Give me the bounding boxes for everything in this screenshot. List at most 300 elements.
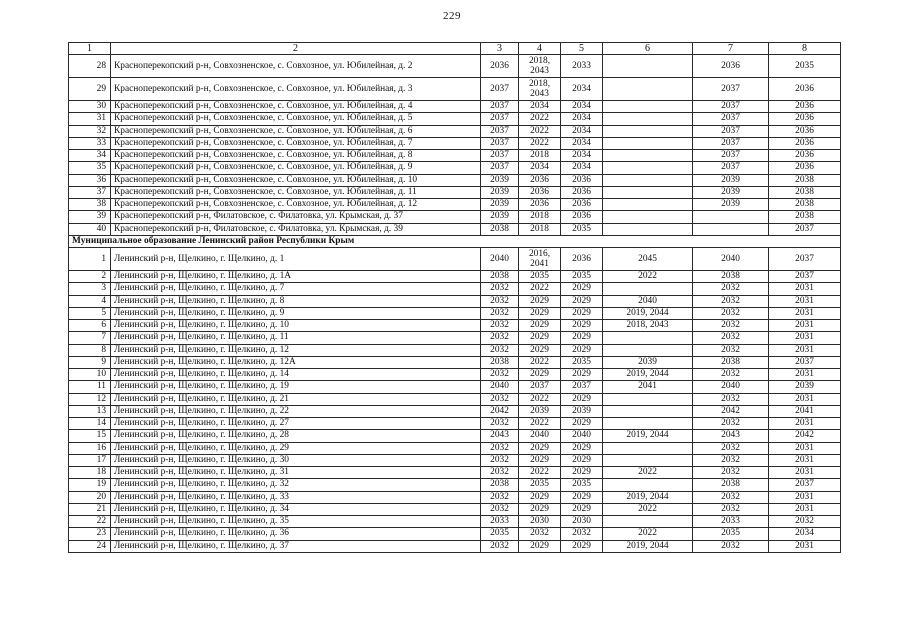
table-row <box>69 454 841 466</box>
value-cell: 2018, 2043 <box>519 78 561 101</box>
value-cell: 2039 <box>481 211 519 223</box>
value-cell: 2034 <box>561 162 603 174</box>
address-cell: Ленинский р-н, Щелкино, г. Щелкино, д. 11 <box>111 332 481 344</box>
value-cell: 2039 <box>693 186 769 198</box>
table-row <box>69 125 841 137</box>
value-cell: 2032 <box>693 454 769 466</box>
value-cell: 2034 <box>561 137 603 149</box>
table-row <box>69 186 841 198</box>
value-cell: 2043 <box>481 430 519 442</box>
value-cell: 2019, 2044 <box>603 307 693 319</box>
value-cell: 2029 <box>561 467 603 479</box>
row-number: 34 <box>69 150 111 162</box>
row-number: 19 <box>69 479 111 491</box>
page-number: 229 <box>443 10 461 22</box>
value-cell: 2038 <box>769 186 841 198</box>
value-cell: 2032 <box>693 442 769 454</box>
row-number: 11 <box>69 381 111 393</box>
value-cell: 2029 <box>519 442 561 454</box>
value-cell: 2029 <box>519 332 561 344</box>
table-row <box>69 162 841 174</box>
table-row <box>69 283 841 295</box>
value-cell <box>603 223 693 235</box>
row-number: 38 <box>69 199 111 211</box>
value-cell: 2031 <box>769 454 841 466</box>
value-cell: 2037 <box>693 150 769 162</box>
value-cell: 2037 <box>481 113 519 125</box>
value-cell: 2032 <box>481 283 519 295</box>
value-cell: 2040 <box>603 295 693 307</box>
value-cell: 2031 <box>769 332 841 344</box>
value-cell: 2034 <box>561 150 603 162</box>
value-cell: 2041 <box>603 381 693 393</box>
address-cell: Ленинский р-н, Щелкино, г. Щелкино, д. 37 <box>111 540 481 552</box>
value-cell <box>603 174 693 186</box>
value-cell: 2033 <box>481 516 519 528</box>
row-number: 31 <box>69 113 111 125</box>
table-row <box>69 528 841 540</box>
value-cell: 2034 <box>561 101 603 113</box>
column-header: 7 <box>693 43 769 55</box>
address-cell: Красноперекопский р-н, Совхозненское, с. Совхозное, ул. Юбилейная, д. 12 <box>111 199 481 211</box>
table-row <box>69 356 841 368</box>
address-cell: Ленинский р-н, Щелкино, г. Щелкино, д. 32 <box>111 479 481 491</box>
value-cell: 2042 <box>769 430 841 442</box>
value-cell: 2032 <box>561 528 603 540</box>
value-cell: 2029 <box>561 320 603 332</box>
value-cell: 2037 <box>693 78 769 101</box>
value-cell: 2029 <box>561 418 603 430</box>
address-cell: Ленинский р-н, Щелкино, г. Щелкино, д. 34 <box>111 503 481 515</box>
value-cell: 2034 <box>519 101 561 113</box>
value-cell: 2029 <box>561 442 603 454</box>
table-row <box>69 503 841 515</box>
address-cell: Ленинский р-н, Щелкино, г. Щелкино, д. 14 <box>111 369 481 381</box>
value-cell: 2032 <box>693 491 769 503</box>
table-row <box>69 320 841 332</box>
value-cell: 2019, 2044 <box>603 540 693 552</box>
value-cell <box>603 454 693 466</box>
value-cell: 2031 <box>769 283 841 295</box>
column-header: 4 <box>519 43 561 55</box>
column-header: 1 <box>69 43 111 55</box>
row-number: 16 <box>69 442 111 454</box>
value-cell: 2032 <box>693 418 769 430</box>
value-cell: 2029 <box>519 320 561 332</box>
address-cell: Ленинский р-н, Щелкино, г. Щелкино, д. 8 <box>111 295 481 307</box>
value-cell <box>603 199 693 211</box>
section-row <box>69 235 841 247</box>
value-cell: 2031 <box>769 418 841 430</box>
value-cell <box>603 55 693 78</box>
value-cell: 2032 <box>481 344 519 356</box>
value-cell: 2040 <box>519 430 561 442</box>
value-cell: 2037 <box>769 248 841 271</box>
value-cell: 2029 <box>561 369 603 381</box>
value-cell: 2022 <box>603 528 693 540</box>
value-cell: 2031 <box>769 344 841 356</box>
value-cell: 2018, 2043 <box>603 320 693 332</box>
table-row <box>69 150 841 162</box>
value-cell: 2022 <box>519 356 561 368</box>
value-cell: 2018, 2043 <box>519 55 561 78</box>
value-cell <box>603 405 693 417</box>
value-cell <box>693 211 769 223</box>
value-cell: 2036 <box>769 113 841 125</box>
value-cell <box>603 186 693 198</box>
address-cell: Ленинский р-н, Щелкино, г. Щелкино, д. 31 <box>111 467 481 479</box>
column-header: 6 <box>603 43 693 55</box>
value-cell: 2039 <box>481 186 519 198</box>
table-row <box>69 479 841 491</box>
value-cell: 2032 <box>481 307 519 319</box>
value-cell: 2034 <box>561 125 603 137</box>
row-number: 17 <box>69 454 111 466</box>
value-cell: 2018 <box>519 223 561 235</box>
row-number: 1 <box>69 248 111 271</box>
value-cell: 2033 <box>693 516 769 528</box>
value-cell: 2037 <box>481 137 519 149</box>
value-cell: 2032 <box>481 295 519 307</box>
value-cell: 2039 <box>481 199 519 211</box>
value-cell: 2029 <box>561 295 603 307</box>
value-cell: 2031 <box>769 393 841 405</box>
row-number: 2 <box>69 271 111 283</box>
row-number: 20 <box>69 491 111 503</box>
value-cell: 2037 <box>769 479 841 491</box>
row-number: 14 <box>69 418 111 430</box>
row-number: 21 <box>69 503 111 515</box>
value-cell: 2032 <box>769 516 841 528</box>
value-cell: 2032 <box>481 503 519 515</box>
value-cell: 2031 <box>769 491 841 503</box>
value-cell: 2039 <box>693 199 769 211</box>
value-cell <box>693 223 769 235</box>
value-cell: 2036 <box>769 150 841 162</box>
value-cell: 2035 <box>693 528 769 540</box>
value-cell: 2036 <box>561 199 603 211</box>
value-cell: 2029 <box>519 369 561 381</box>
value-cell: 2036 <box>769 162 841 174</box>
address-cell: Ленинский р-н, Щелкино, г. Щелкино, д. 1А <box>111 271 481 283</box>
value-cell: 2035 <box>519 271 561 283</box>
value-cell: 2038 <box>481 271 519 283</box>
table-row <box>69 491 841 503</box>
value-cell: 2032 <box>481 418 519 430</box>
row-number: 3 <box>69 283 111 295</box>
value-cell: 2022 <box>519 137 561 149</box>
value-cell <box>603 516 693 528</box>
value-cell: 2036 <box>769 78 841 101</box>
row-number: 4 <box>69 295 111 307</box>
address-cell: Ленинский р-н, Щелкино, г. Щелкино, д. 12А <box>111 356 481 368</box>
value-cell: 2032 <box>693 295 769 307</box>
address-cell: Ленинский р-н, Щелкино, г. Щелкино, д. 1 <box>111 248 481 271</box>
value-cell: 2029 <box>519 540 561 552</box>
value-cell: 2022 <box>603 467 693 479</box>
value-cell: 2018 <box>519 211 561 223</box>
value-cell: 2018 <box>519 150 561 162</box>
row-number: 10 <box>69 369 111 381</box>
address-cell: Ленинский р-н, Щелкино, г. Щелкино, д. 35 <box>111 516 481 528</box>
schedule-table <box>68 42 841 553</box>
table-row <box>69 405 841 417</box>
address-cell: Ленинский р-н, Щелкино, г. Щелкино, д. 19 <box>111 381 481 393</box>
table-row <box>69 101 841 113</box>
value-cell: 2032 <box>481 491 519 503</box>
value-cell: 2037 <box>693 113 769 125</box>
value-cell: 2029 <box>519 503 561 515</box>
value-cell: 2035 <box>481 528 519 540</box>
table-row <box>69 467 841 479</box>
value-cell: 2040 <box>561 430 603 442</box>
section-title: Муниципальное образование Ленинский район Республики Крым <box>69 235 841 247</box>
value-cell: 2042 <box>481 405 519 417</box>
value-cell: 2036 <box>481 55 519 78</box>
value-cell: 2036 <box>769 137 841 149</box>
value-cell <box>603 442 693 454</box>
value-cell: 2022 <box>519 113 561 125</box>
value-cell: 2038 <box>693 356 769 368</box>
row-number: 33 <box>69 137 111 149</box>
value-cell: 2019, 2044 <box>603 430 693 442</box>
value-cell: 2039 <box>769 381 841 393</box>
value-cell: 2032 <box>693 332 769 344</box>
row-number: 23 <box>69 528 111 540</box>
value-cell: 2032 <box>481 320 519 332</box>
value-cell: 2031 <box>769 307 841 319</box>
value-cell <box>603 101 693 113</box>
row-number: 24 <box>69 540 111 552</box>
row-number: 9 <box>69 356 111 368</box>
value-cell: 2031 <box>769 295 841 307</box>
value-cell: 2042 <box>693 405 769 417</box>
column-header: 8 <box>769 43 841 55</box>
value-cell <box>603 332 693 344</box>
row-number: 13 <box>69 405 111 417</box>
table-row <box>69 418 841 430</box>
value-cell <box>603 479 693 491</box>
value-cell: 2019, 2044 <box>603 491 693 503</box>
value-cell: 2031 <box>769 467 841 479</box>
value-cell: 2039 <box>481 174 519 186</box>
value-cell: 2036 <box>561 248 603 271</box>
value-cell <box>603 418 693 430</box>
table-body <box>69 55 841 553</box>
value-cell: 2039 <box>603 356 693 368</box>
value-cell: 2022 <box>603 271 693 283</box>
value-cell: 2038 <box>481 356 519 368</box>
value-cell: 2035 <box>769 55 841 78</box>
value-cell: 2036 <box>519 186 561 198</box>
row-number: 28 <box>69 55 111 78</box>
value-cell <box>603 344 693 356</box>
value-cell: 2036 <box>769 101 841 113</box>
value-cell: 2043 <box>693 430 769 442</box>
column-header: 2 <box>111 43 481 55</box>
address-cell: Ленинский р-н, Щелкино, г. Щелкино, д. 29 <box>111 442 481 454</box>
address-cell: Красноперекопский р-н, Совхозненское, с. Совхозное, ул. Юбилейная, д. 9 <box>111 162 481 174</box>
column-header: 3 <box>481 43 519 55</box>
table-row <box>69 344 841 356</box>
address-cell: Ленинский р-н, Щелкино, г. Щелкино, д. 28 <box>111 430 481 442</box>
value-cell <box>603 150 693 162</box>
value-cell: 2029 <box>519 307 561 319</box>
table-row <box>69 271 841 283</box>
value-cell: 2036 <box>519 199 561 211</box>
row-number: 29 <box>69 78 111 101</box>
value-cell: 2038 <box>481 223 519 235</box>
value-cell: 2035 <box>561 479 603 491</box>
value-cell: 2032 <box>481 454 519 466</box>
value-cell: 2029 <box>519 454 561 466</box>
value-cell: 2029 <box>519 295 561 307</box>
row-number: 35 <box>69 162 111 174</box>
value-cell: 2031 <box>769 369 841 381</box>
value-cell: 2037 <box>769 223 841 235</box>
row-number: 15 <box>69 430 111 442</box>
value-cell: 2032 <box>481 393 519 405</box>
table-row <box>69 248 841 271</box>
value-cell: 2038 <box>769 211 841 223</box>
row-number: 32 <box>69 125 111 137</box>
value-cell: 2022 <box>519 393 561 405</box>
table-row <box>69 381 841 393</box>
address-cell: Ленинский р-н, Щелкино, г. Щелкино, д. 33 <box>111 491 481 503</box>
value-cell: 2029 <box>561 283 603 295</box>
value-cell: 2039 <box>519 405 561 417</box>
value-cell: 2037 <box>481 78 519 101</box>
table-row <box>69 516 841 528</box>
value-cell: 2029 <box>561 454 603 466</box>
row-number: 37 <box>69 186 111 198</box>
value-cell: 2032 <box>693 307 769 319</box>
table-row <box>69 540 841 552</box>
table-row <box>69 295 841 307</box>
address-cell: Ленинский р-н, Щелкино, г. Щелкино, д. 36 <box>111 528 481 540</box>
table-row <box>69 55 841 78</box>
address-cell: Красноперекопский р-н, Совхозненское, с. Совхозное, ул. Юбилейная, д. 10 <box>111 174 481 186</box>
value-cell: 2037 <box>481 150 519 162</box>
value-cell: 2045 <box>603 248 693 271</box>
row-number: 36 <box>69 174 111 186</box>
table-row <box>69 332 841 344</box>
value-cell: 2032 <box>481 369 519 381</box>
value-cell: 2034 <box>561 78 603 101</box>
value-cell: 2036 <box>769 125 841 137</box>
table-row <box>69 113 841 125</box>
value-cell: 2036 <box>561 211 603 223</box>
value-cell: 2032 <box>693 393 769 405</box>
value-cell: 2032 <box>481 467 519 479</box>
column-header: 5 <box>561 43 603 55</box>
value-cell: 2037 <box>693 162 769 174</box>
table-row <box>69 442 841 454</box>
address-cell: Красноперекопский р-н, Филатовское, с. Филатовка, ул. Крымская, д. 39 <box>111 223 481 235</box>
address-cell: Ленинский р-н, Щелкино, г. Щелкино, д. 9 <box>111 307 481 319</box>
value-cell: 2032 <box>481 332 519 344</box>
value-cell: 2032 <box>481 540 519 552</box>
value-cell <box>603 393 693 405</box>
address-cell: Красноперекопский р-н, Совхозненское, с. Совхозное, ул. Юбилейная, д. 7 <box>111 137 481 149</box>
address-cell: Красноперекопский р-н, Совхозненское, с. Совхозное, ул. Юбилейная, д. 6 <box>111 125 481 137</box>
value-cell: 2038 <box>481 479 519 491</box>
value-cell: 2029 <box>561 540 603 552</box>
value-cell: 2029 <box>519 491 561 503</box>
value-cell <box>603 113 693 125</box>
value-cell: 2035 <box>561 271 603 283</box>
address-cell: Ленинский р-н, Щелкино, г. Щелкино, д. 10 <box>111 320 481 332</box>
value-cell <box>603 162 693 174</box>
value-cell: 2019, 2044 <box>603 369 693 381</box>
row-number: 7 <box>69 332 111 344</box>
table-row <box>69 393 841 405</box>
value-cell: 2031 <box>769 503 841 515</box>
value-cell <box>603 283 693 295</box>
value-cell: 2037 <box>693 101 769 113</box>
value-cell: 2041 <box>769 405 841 417</box>
value-cell: 2038 <box>769 174 841 186</box>
value-cell: 2031 <box>769 320 841 332</box>
table-row <box>69 369 841 381</box>
table-row <box>69 174 841 186</box>
value-cell: 2037 <box>481 125 519 137</box>
value-cell: 2038 <box>769 199 841 211</box>
value-cell: 2029 <box>561 332 603 344</box>
value-cell: 2032 <box>519 528 561 540</box>
value-cell: 2035 <box>561 223 603 235</box>
value-cell <box>603 125 693 137</box>
value-cell: 2031 <box>769 540 841 552</box>
value-cell: 2037 <box>519 381 561 393</box>
table-row <box>69 137 841 149</box>
value-cell: 2029 <box>561 491 603 503</box>
row-number: 5 <box>69 307 111 319</box>
address-cell: Красноперекопский р-н, Совхозненское, с. Совхозное, ул. Юбилейная, д. 11 <box>111 186 481 198</box>
address-cell: Красноперекопский р-н, Совхозненское, с. Совхозное, ул. Юбилейная, д. 4 <box>111 101 481 113</box>
value-cell: 2037 <box>481 101 519 113</box>
row-number: 22 <box>69 516 111 528</box>
row-number: 30 <box>69 101 111 113</box>
value-cell: 2032 <box>693 540 769 552</box>
value-cell: 2039 <box>561 405 603 417</box>
address-cell: Красноперекопский р-н, Филатовское, с. Филатовка, ул. Крымская, д. 37 <box>111 211 481 223</box>
value-cell: 2032 <box>693 320 769 332</box>
table-header-row <box>69 43 841 55</box>
value-cell: 2030 <box>519 516 561 528</box>
value-cell: 2032 <box>693 467 769 479</box>
value-cell: 2032 <box>693 283 769 295</box>
value-cell: 2038 <box>693 271 769 283</box>
row-number: 39 <box>69 211 111 223</box>
value-cell: 2034 <box>561 113 603 125</box>
address-cell: Ленинский р-н, Щелкино, г. Щелкино, д. 21 <box>111 393 481 405</box>
value-cell: 2022 <box>519 283 561 295</box>
value-cell: 2039 <box>693 174 769 186</box>
value-cell: 2032 <box>481 442 519 454</box>
value-cell: 2040 <box>481 248 519 271</box>
value-cell <box>603 211 693 223</box>
value-cell: 2034 <box>519 162 561 174</box>
value-cell: 2038 <box>693 479 769 491</box>
value-cell: 2022 <box>519 125 561 137</box>
value-cell: 2029 <box>561 393 603 405</box>
value-cell <box>603 78 693 101</box>
table-row <box>69 211 841 223</box>
value-cell: 2031 <box>769 442 841 454</box>
address-cell: Красноперекопский р-н, Совхозненское, с. Совхозное, ул. Юбилейная, д. 3 <box>111 78 481 101</box>
row-number: 40 <box>69 223 111 235</box>
